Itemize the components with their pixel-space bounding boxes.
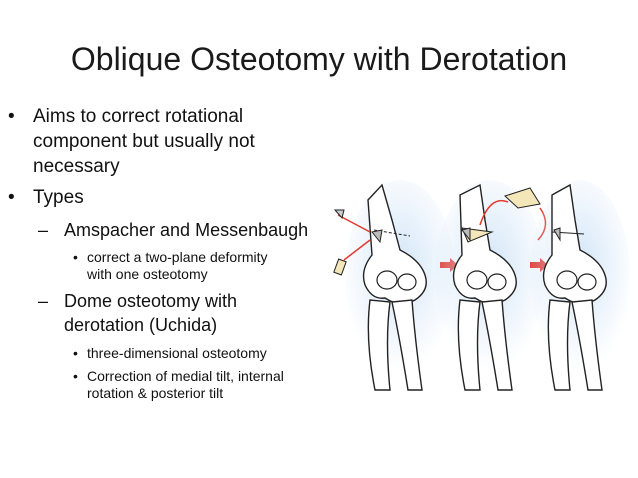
- subsubbullet-text: correct a two-plane deformity: [87, 249, 268, 265]
- bullet-text: necessary: [33, 156, 120, 177]
- subbullet-text: derotation (Uchida): [64, 315, 218, 335]
- bullet-text: Types: [33, 187, 84, 208]
- bullet-icon: •: [73, 368, 78, 384]
- subsubbullet-text: rotation & posterior tilt: [87, 385, 224, 401]
- bullet-icon: •: [73, 249, 78, 265]
- bullet-text: component but usually not: [33, 131, 255, 152]
- dash-icon: –: [38, 220, 49, 240]
- subbullet-text: Amspacher and Messenbaugh: [64, 220, 309, 240]
- bullet-icon: •: [73, 345, 78, 361]
- bullet-text: Aims to correct rotational: [33, 106, 244, 127]
- elbow-bone-illustration-icon: [330, 180, 630, 430]
- slide-title: Oblique Osteotomy with Derotation: [70, 41, 568, 77]
- bullet-icon: •: [8, 187, 15, 208]
- subsubbullet-text: with one osteotomy: [87, 266, 208, 282]
- subsubbullet-text: three-dimensional osteotomy: [87, 345, 267, 361]
- elbow-stage-2: [435, 180, 546, 390]
- dash-icon: –: [38, 291, 49, 311]
- subbullet-text: Dome osteotomy with: [64, 291, 238, 311]
- subsubbullet-text: Correction of medial tilt, internal: [87, 368, 284, 384]
- bullet-icon: •: [8, 106, 15, 127]
- elbow-stage-3: [530, 180, 630, 390]
- osteotomy-illustration: [330, 180, 630, 430]
